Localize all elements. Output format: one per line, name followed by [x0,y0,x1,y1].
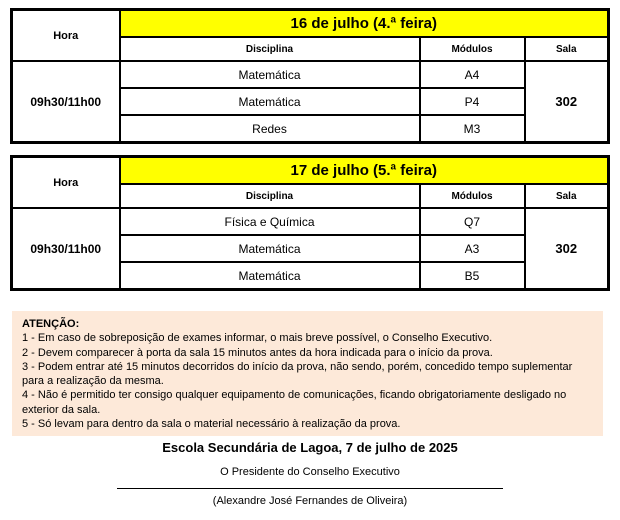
modulos-header: Módulos [420,37,525,61]
signature-line [117,488,503,489]
modulos-header: Módulos [420,184,525,208]
disciplina-cell: Matemática [120,88,420,115]
school-date-line: Escola Secundária de Lagoa, 7 de julho de 2025 [162,440,458,455]
disciplina-cell: Matemática [120,61,420,88]
date-title: 17 de julho (5.ª feira) [120,157,609,185]
president-title: O Presidente do Conselho Executivo [220,466,400,478]
attention-box [12,311,603,436]
sala-value: 302 [525,208,609,290]
table-row [12,61,609,88]
disciplina-header: Disciplina [120,37,420,61]
attention-item: 4 - Não é permitido ter consigo qualquer equipamento de comunicações, ficando obrigatoriamente desligado no exterior da sala. [22,389,567,416]
sala-value: 302 [525,61,609,143]
modulo-cell: Q7 [420,208,525,235]
attention-item: 5 - Só levam para dentro da sala o material necessário à realização da prova. [22,418,401,431]
attention-title: ATENÇÃO: [22,318,80,330]
date-title: 16 de julho (4.ª feira) [120,10,609,38]
hora-value: 09h30/11h00 [12,61,120,143]
sala-header: Sala [525,37,609,61]
exam-table-16-july [10,8,610,144]
sala-header: Sala [525,184,609,208]
modulo-cell: B5 [420,262,525,290]
modulo-cell: A4 [420,61,525,88]
attention-item: 3 - Podem entrar até 15 minutos decorridos do início da prova, não sendo, porém, concedido tempo suplementar para a realização da mesma. [22,360,573,388]
disciplina-cell: Redes [120,115,420,143]
disciplina-header: Disciplina [120,184,420,208]
disciplina-cell: Matemática [120,262,420,290]
attention-item: 2 - Devem comparecer à porta da sala 15 minutos antes da hora indicada para o início da prova. [22,346,493,359]
hora-header: Hora [12,10,120,62]
modulo-cell: P4 [420,88,525,115]
modulo-cell: A3 [420,235,525,262]
signee-name: (Alexandre José Fernandes de Oliveira) [212,495,408,507]
exam-table-17-july [10,155,610,291]
modulo-cell: M3 [420,115,525,143]
hora-header: Hora [12,157,120,209]
disciplina-cell: Matemática [120,235,420,262]
hora-value: 09h30/11h00 [12,208,120,290]
attention-item: 1 - Em caso de sobreposição de exames informar, o mais breve possível, o Conselho Executivo. [22,332,493,345]
disciplina-cell: Física e Química [120,208,420,235]
table-row [12,208,609,235]
